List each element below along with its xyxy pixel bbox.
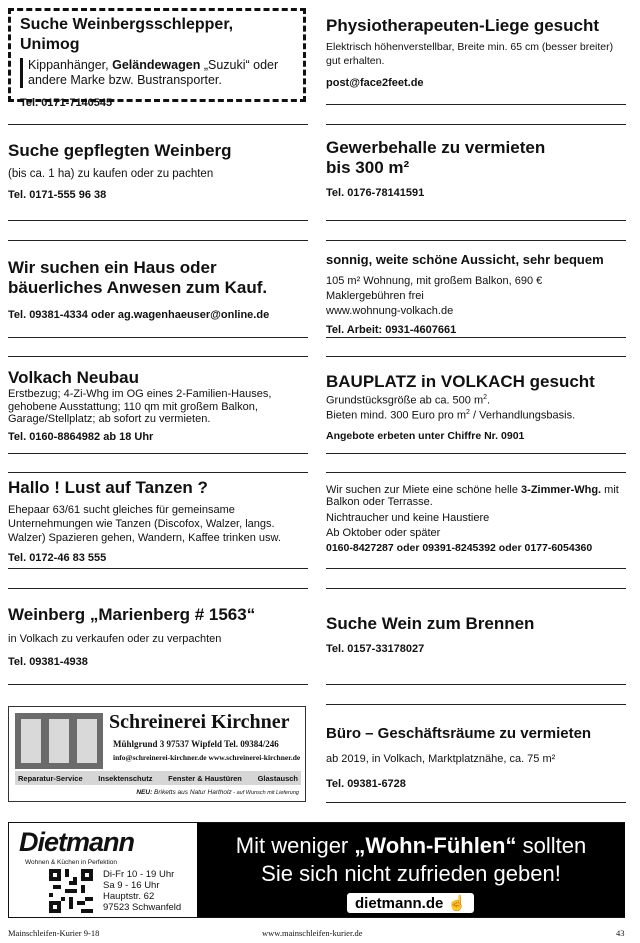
- service-item: Glastausch: [257, 773, 298, 783]
- ad-contact: Tel. 0176-78141591: [326, 187, 425, 199]
- ad-text: in Volkach zu verkaufen oder zu verpachten: [8, 633, 222, 645]
- ad-contact: 0160-8427287 oder 09391-8245392 oder 0177-6054360: [326, 542, 593, 554]
- ad-headline: Wir suchen ein Haus oder bäuerliches Anwesen zum Kauf.: [8, 258, 268, 297]
- ad-text: Elektrisch höhenverstellbar, Breite min. 65 cm (besser breiter) gut erhalten.: [326, 41, 614, 67]
- divider: [326, 472, 626, 473]
- pointer-hand-icon: ☝: [447, 895, 467, 912]
- ad-text-line: Maklergebühren frei: [326, 290, 424, 302]
- ad-text: [326, 484, 626, 508]
- ad-3-zimmer-whg: [326, 484, 626, 555]
- neu-text: Briketts aus Natur Hartholz: [152, 789, 232, 796]
- divider: [8, 240, 308, 241]
- service-item: Fenster & Haustüren: [168, 773, 242, 783]
- ad-headline: Suche Weinbergsschlepper, Unimog: [20, 16, 234, 53]
- ad-contact: Tel. 0171-7140545: [20, 97, 113, 109]
- neu-note: [136, 789, 299, 796]
- ad-headline: Volkach Neubau: [8, 368, 139, 387]
- ad-headline: sonnig, weite schöne Aussicht, sehr bequem: [326, 252, 604, 267]
- ad-text: Erstbezug; 4-Zi-Whg im OG eines 2-Familien-Hauses, gehobene Ausstattung; 110 qm mit großem Balkon, Garage/Stellplatz; ab sofort zu vermieten.: [8, 388, 272, 425]
- ad-contact: Tel. 0160-8864982 ab 18 Uhr: [8, 430, 154, 443]
- ad-dietmann: [8, 822, 625, 918]
- footer-publication: Mainschleifen-Kurier 9-18: [8, 928, 100, 938]
- dietmann-logo: Dietmann: [19, 827, 135, 857]
- ad-weinberg-marienberg: [8, 605, 308, 669]
- ad-headline: BAUPLATZ in VOLKACH gesucht: [326, 372, 595, 391]
- ad-haus-gesucht: [8, 258, 308, 322]
- ad-text-bold: Geländewagen: [112, 58, 201, 72]
- ad-headline: Physiotherapeuten-Liege gesucht: [326, 16, 599, 35]
- ad-text: [20, 58, 294, 88]
- qr-code-icon: [49, 869, 93, 913]
- slogan-line-2: Sie sich nicht zufrieden geben!: [261, 861, 561, 886]
- window-pane: [77, 719, 97, 763]
- ad-contact: Tel. 0172-46 83 555: [8, 552, 107, 564]
- ad-contact: Tel. 0157-33178027: [326, 643, 425, 655]
- company-name: Schreinerei Kirchner: [109, 711, 290, 733]
- ad-headline: Suche Wein zum Brennen: [326, 614, 535, 633]
- divider: [326, 337, 626, 338]
- street: Hauptstr. 62: [103, 891, 155, 902]
- dietmann-info: [9, 823, 197, 917]
- ad-text-line: [326, 392, 626, 407]
- ad-superscript: 2: [466, 408, 470, 416]
- window-pane: [21, 719, 41, 763]
- ad-text-part: Grundstücksgröße ab ca. 500 m: [326, 394, 484, 407]
- dietmann-tagline: Wohnen & Küchen in Perfektion: [25, 859, 118, 866]
- divider: [326, 588, 626, 589]
- ad-text: Ehepaar 63/61 sucht gleiches für gemeinsame Unternehmungen wie Tanzen (Discofox, Walzer, langs. Walzer) Spazieren gehen, Wandern, Kaffee trinken usw.: [8, 504, 281, 544]
- ad-text-part: .: [487, 394, 491, 407]
- neu-label: NEU:: [136, 789, 153, 796]
- divider: [326, 802, 626, 803]
- ad-contact: Tel. 09381-4334 oder ag.wagenhaeuser@online.de: [8, 309, 270, 321]
- dietmann-url[interactable]: [347, 893, 474, 913]
- divider: [326, 704, 626, 705]
- divider: [326, 220, 626, 221]
- ad-text-bold: 3-Zimmer-Whg.: [521, 484, 602, 496]
- services-bar: [15, 771, 301, 785]
- divider: [8, 588, 308, 589]
- ad-contact: Tel. Arbeit: 0931-4607661: [326, 324, 457, 336]
- ad-text-part: mit Balkon oder Terrasse.: [326, 484, 619, 508]
- divider: [8, 472, 308, 473]
- ad-contact: post@face2feet.de: [326, 77, 424, 89]
- ad-headline: Suche gepflegten Weinberg: [8, 141, 232, 160]
- divider: [326, 568, 626, 569]
- ad-contact: Tel. 09381-6728: [326, 778, 406, 790]
- ad-weinberg-gesucht: [8, 141, 308, 202]
- ad-text-line: 105 m² Wohnung, mit großem Balkon, 690 €: [326, 275, 543, 287]
- service-item: Insektenschutz: [98, 773, 153, 783]
- ad-text: ab 2019, in Volkach, Marktplatznähe, ca. 75 m²: [326, 753, 556, 765]
- city: 97523 Schwanfeld: [103, 902, 182, 913]
- hours-weekdays: Di-Fr 10 - 19 Uhr: [103, 869, 175, 880]
- ad-text-part: „Suzuki“ oder andere Marke bzw. Bustransporter.: [28, 58, 279, 87]
- ad-volkach-neubau: [8, 368, 308, 444]
- ad-superscript: 2: [483, 394, 488, 401]
- dietmann-slogan-panel: [197, 823, 625, 917]
- ad-headline: Gewerbehalle zu vermieten bis 300 m²: [326, 138, 546, 177]
- ad-text-line: Nichtraucher und keine Haustiere: [326, 512, 490, 524]
- ad-tanzen: [8, 478, 308, 565]
- neu-small: - auf Wunsch mit Lieferung: [231, 790, 299, 796]
- ad-wein-zum-brennen: [326, 614, 626, 656]
- ad-contact: Tel. 09381-4938: [8, 656, 88, 668]
- ad-text-part: Kippanhänger,: [28, 58, 113, 72]
- ad-buero-raeume: [326, 724, 626, 791]
- ad-bauplatz: [326, 372, 626, 443]
- divider: [326, 684, 626, 685]
- divider: [326, 356, 626, 357]
- divider: [326, 104, 626, 105]
- ad-text-part: Wir suchen zur Miete eine schöne helle: [326, 484, 522, 496]
- ad-physiotherapie-liege: [326, 16, 626, 90]
- ad-schreinerei-kirchner: [8, 706, 306, 802]
- service-item: Reparatur-Service: [18, 773, 83, 783]
- footer-website[interactable]: www.mainschleifen-kurier.de: [262, 928, 363, 938]
- page-number: 43: [616, 928, 625, 938]
- slogan-part: Mit weniger: [235, 833, 355, 858]
- ad-headline: Weinberg „Marienberg # 1563“: [8, 605, 256, 624]
- divider: [8, 337, 308, 338]
- divider: [8, 568, 308, 569]
- window-pane: [49, 719, 69, 763]
- company-address: Mühlgrund 3 97537 Wipfeld Tel. 09384/246: [113, 739, 279, 749]
- divider: [326, 240, 626, 241]
- divider: [326, 453, 626, 454]
- ad-text-line: [326, 407, 626, 422]
- divider: [8, 453, 308, 454]
- ad-text-part: / Verhandlungsbasis.: [469, 409, 576, 422]
- ad-wohnung-volkach: [326, 250, 626, 337]
- ad-website: www.wohnung-volkach.de: [326, 305, 454, 317]
- divider: [8, 356, 308, 357]
- ad-text: (bis ca. 1 ha) zu kaufen oder zu pachten: [8, 168, 214, 180]
- ad-headline: Hallo ! Lust auf Tanzen ?: [8, 478, 208, 497]
- slogan-bold: „Wohn-Fühlen“: [354, 833, 517, 858]
- slogan-part: sollten: [516, 833, 587, 858]
- ad-contact: Tel. 0171-555 96 38: [8, 189, 107, 201]
- divider: [326, 124, 626, 125]
- slogan-line-1: [197, 833, 625, 859]
- ad-text-part: Bieten mind. 300 Euro pro m: [326, 409, 467, 422]
- hours-saturday: Sa 9 - 16 Uhr: [103, 880, 160, 891]
- divider: [8, 220, 308, 221]
- ad-contact: Angebote erbeten unter Chiffre Nr. 0901: [326, 430, 525, 443]
- ad-gewerbehalle: [326, 138, 626, 200]
- ad-text-line: Ab Oktober oder später: [326, 527, 441, 539]
- company-web: info@schreinerei-kirchner.de www.schreinerei-kirchner.de: [113, 753, 301, 762]
- divider: [8, 684, 308, 685]
- ad-weinbergsschlepper: [8, 8, 306, 109]
- opening-hours: [103, 869, 181, 913]
- window-icon: [15, 713, 103, 769]
- divider: [8, 124, 308, 125]
- ad-headline: Büro – Geschäftsräume zu vermieten: [326, 725, 592, 742]
- url-text: dietmann.de: [355, 895, 444, 912]
